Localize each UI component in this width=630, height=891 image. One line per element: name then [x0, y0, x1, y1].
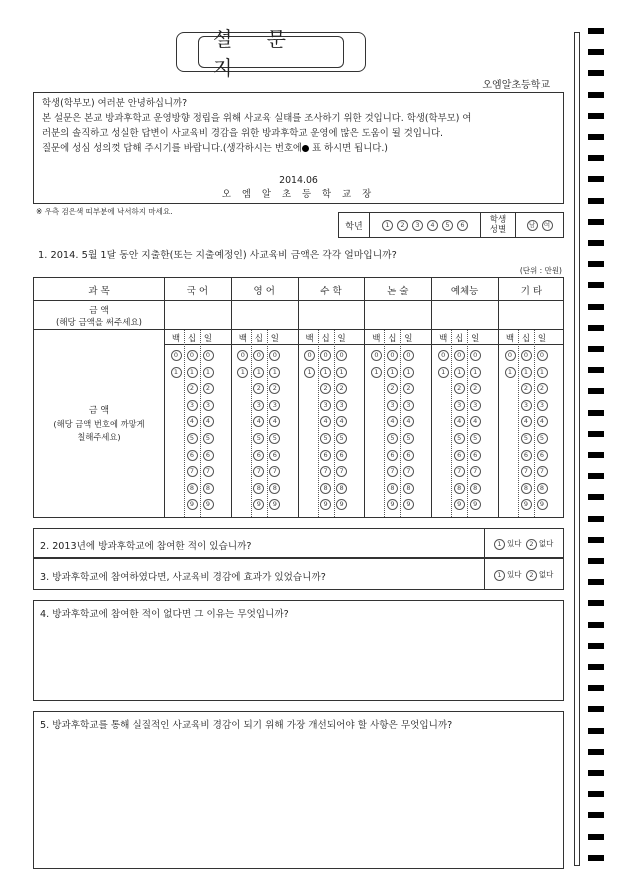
- digit-bubble[interactable]: 9: [187, 499, 198, 510]
- timing-mark: [588, 685, 604, 691]
- digit-header: 십: [388, 334, 397, 344]
- digit-bubble[interactable]: 0: [336, 350, 347, 361]
- timing-mark: [588, 113, 604, 119]
- amount-write-hint: (해당 금액을 써주세요): [56, 318, 142, 328]
- q2-option-2-circle[interactable]: 2: [526, 539, 537, 550]
- digit-bubble[interactable]: 6: [320, 450, 331, 461]
- gender-option[interactable]: 남: [527, 220, 538, 231]
- digit-bubble[interactable]: 1: [320, 367, 331, 378]
- digit-bubble[interactable]: 0: [253, 350, 264, 361]
- digit-bubble[interactable]: 6: [470, 450, 481, 461]
- timing-mark: [588, 749, 604, 755]
- timing-mark: [588, 367, 604, 373]
- intro-box: [33, 92, 564, 204]
- digit-bubble[interactable]: 1: [371, 367, 382, 378]
- digit-bubble[interactable]: 3: [387, 400, 398, 411]
- timing-mark: [588, 282, 604, 288]
- digit-bubble[interactable]: 3: [521, 400, 532, 411]
- digit-bubble[interactable]: 9: [203, 499, 214, 510]
- digit-bubble[interactable]: 7: [470, 466, 481, 477]
- digit-bubble[interactable]: 5: [320, 433, 331, 444]
- intro-line: [42, 141, 559, 156]
- digit-bubble[interactable]: 0: [187, 350, 198, 361]
- digit-bubble[interactable]: 6: [269, 450, 280, 461]
- digit-bubble[interactable]: 9: [253, 499, 264, 510]
- digit-bubble[interactable]: 6: [203, 450, 214, 461]
- digit-bubble[interactable]: 3: [537, 400, 548, 411]
- digit-bubble[interactable]: 0: [537, 350, 548, 361]
- timing-mark: [588, 537, 604, 543]
- timing-mark: [588, 49, 604, 55]
- principal-signature: 오 엠 알 초 등 학 교 장: [221, 189, 376, 200]
- digit-bubble[interactable]: 1: [505, 367, 516, 378]
- timing-mark: [588, 92, 604, 98]
- digit-header: 백: [238, 334, 247, 344]
- digit-bubble[interactable]: 1: [171, 367, 182, 378]
- digit-bubble[interactable]: 9: [387, 499, 398, 510]
- digit-bubble[interactable]: 6: [187, 450, 198, 461]
- q2-option-2: 없다: [538, 539, 554, 548]
- digit-bubble[interactable]: 0: [171, 350, 182, 361]
- timing-mark: [588, 134, 604, 140]
- survey-date: 2014.06: [279, 175, 318, 186]
- digit-bubble[interactable]: 1: [387, 367, 398, 378]
- digit-bubble[interactable]: 1: [237, 367, 248, 378]
- digit-bubble[interactable]: 8: [403, 483, 414, 494]
- filled-circle-icon: [302, 145, 309, 152]
- timing-mark: [588, 28, 604, 34]
- digit-bubble[interactable]: 6: [253, 450, 264, 461]
- digit-bubble[interactable]: 3: [470, 400, 481, 411]
- digit-header: 십: [521, 334, 531, 344]
- digit-bubble[interactable]: 0: [521, 350, 532, 361]
- digit-header: 일: [471, 334, 480, 344]
- digit-bubble[interactable]: 5: [387, 433, 398, 444]
- timing-mark: [588, 791, 604, 797]
- digit-bubble[interactable]: 2: [454, 383, 465, 394]
- unit-label: (단위 : 만원): [519, 266, 562, 275]
- digit-bubble[interactable]: 8: [187, 483, 198, 494]
- digit-bubble[interactable]: 8: [336, 483, 347, 494]
- timing-mark: [588, 410, 604, 416]
- timing-mark: [588, 431, 604, 437]
- timing-mark: [588, 643, 604, 649]
- grade-gender-box: [338, 212, 564, 238]
- school-name: 오엠알초등학교: [482, 80, 550, 91]
- digit-header: 일: [337, 334, 346, 344]
- digit-bubble[interactable]: 5: [336, 433, 347, 444]
- digit-bubble[interactable]: 2: [269, 383, 280, 394]
- subject-header-cell: 수 학: [320, 286, 342, 297]
- digit-header: 십: [321, 334, 330, 344]
- digit-bubble[interactable]: 1: [403, 367, 414, 378]
- digit-bubble[interactable]: 2: [387, 383, 398, 394]
- digit-bubble[interactable]: 4: [203, 416, 214, 427]
- subject-header-cell: 국 어: [186, 286, 209, 297]
- digit-header: 십: [254, 334, 263, 344]
- digit-bubble[interactable]: 6: [521, 450, 532, 461]
- digit-bubble[interactable]: 2: [521, 383, 532, 394]
- intro-line: 본 설문은 본교 방과후학교 운영방향 정립을 위해 사교육 실태를 조사하기 위한 것입니다. 학생(학부모) 여: [42, 113, 472, 124]
- question-5: 5. 방과후학교를 통해 실질적인 사교육비 경감이 되기 위해 가장 개선되어야 할 사항은 무엇입니까?: [40, 720, 453, 731]
- timing-mark: [588, 558, 604, 564]
- amount-mark-label: 금 액: [88, 406, 110, 416]
- digit-bubble[interactable]: 2: [203, 383, 214, 394]
- digit-bubble[interactable]: 1: [470, 367, 481, 378]
- digit-bubble[interactable]: 2: [403, 383, 414, 394]
- timing-mark: [588, 240, 604, 246]
- digit-bubble[interactable]: 5: [454, 433, 465, 444]
- timing-mark: [588, 516, 604, 522]
- digit-bubble[interactable]: 1: [304, 367, 315, 378]
- digit-header: 백: [305, 334, 314, 344]
- q2-option-1-circle[interactable]: 1: [494, 539, 505, 550]
- q2-option-1: 있다: [507, 539, 522, 548]
- digit-bubble[interactable]: 4: [269, 416, 280, 427]
- digit-bubble[interactable]: 6: [336, 450, 347, 461]
- digit-bubble[interactable]: 7: [203, 466, 214, 477]
- digit-bubble[interactable]: 5: [253, 433, 264, 444]
- q3-options[interactable]: [492, 569, 553, 581]
- timing-mark: [588, 261, 604, 267]
- digit-bubble[interactable]: 8: [387, 483, 398, 494]
- gender-option[interactable]: 여: [542, 220, 553, 231]
- omr-timing-bar: [574, 32, 580, 866]
- timing-mark: [588, 622, 604, 628]
- grade-option-1[interactable]: 1: [382, 220, 393, 231]
- q3-option-2: 없다: [538, 570, 554, 579]
- timing-mark: [588, 473, 604, 479]
- digit-bubble[interactable]: 3: [269, 400, 280, 411]
- timing-mark: [588, 770, 604, 776]
- timing-mark: [588, 855, 604, 861]
- digit-bubble[interactable]: 8: [320, 483, 331, 494]
- digit-bubble[interactable]: 7: [187, 466, 198, 477]
- digit-bubble[interactable]: 7: [521, 466, 532, 477]
- digit-bubble[interactable]: 1: [454, 367, 465, 378]
- timing-mark: [588, 219, 604, 225]
- timing-mark: [588, 728, 604, 734]
- q2-options[interactable]: [492, 538, 553, 550]
- amount-mark-hint: (해당 금액 번호에 까맣게: [53, 419, 145, 429]
- question-3-box: [33, 558, 564, 590]
- digit-bubble[interactable]: 2: [253, 383, 264, 394]
- digit-bubble[interactable]: 0: [454, 350, 465, 361]
- q3-option-1-circle[interactable]: 1: [494, 570, 505, 581]
- timing-mark: [588, 388, 604, 394]
- digit-bubble[interactable]: 8: [253, 483, 264, 494]
- digit-bubble[interactable]: 9: [269, 499, 280, 510]
- amount-write-label: 금 액: [89, 306, 109, 316]
- digit-bubble[interactable]: 4: [470, 416, 481, 427]
- digit-bubble[interactable]: 7: [403, 466, 414, 477]
- digit-bubble[interactable]: 9: [336, 499, 347, 510]
- digit-header: 십: [455, 334, 464, 344]
- digit-bubble[interactable]: 2: [336, 383, 347, 394]
- digit-bubble[interactable]: 9: [521, 499, 532, 510]
- question-1: 1. 2014. 5월 1달 동안 지출한(또는 지출예정인) 사교육비 금액은 각각 얼마입니까?: [38, 250, 397, 261]
- digit-bubble[interactable]: 9: [403, 499, 414, 510]
- digit-header: 일: [404, 334, 413, 344]
- digit-bubble[interactable]: 0: [387, 350, 398, 361]
- question-2-box: [33, 528, 564, 558]
- timing-mark: [588, 664, 604, 670]
- digit-bubble[interactable]: 3: [403, 400, 414, 411]
- digit-bubble[interactable]: 4: [403, 416, 414, 427]
- digit-bubble[interactable]: 7: [269, 466, 280, 477]
- timing-mark: [588, 304, 604, 310]
- digit-bubble[interactable]: 3: [187, 400, 198, 411]
- digit-header: 백: [171, 334, 181, 344]
- timing-mark: [588, 834, 604, 840]
- intro-line-part: 표 하시면 됩니다.): [308, 143, 388, 154]
- digit-bubble[interactable]: 1: [253, 367, 264, 378]
- digit-bubble[interactable]: 1: [521, 367, 532, 378]
- digit-bubble[interactable]: 3: [454, 400, 465, 411]
- digit-bubble[interactable]: 5: [403, 433, 414, 444]
- gender-label-line: 학생: [489, 215, 507, 225]
- digit-bubble[interactable]: 9: [470, 499, 481, 510]
- digit-bubble[interactable]: 2: [537, 383, 548, 394]
- grade-option-2[interactable]: 2: [397, 220, 408, 231]
- grade-options: [370, 213, 481, 237]
- digit-bubble[interactable]: 0: [438, 350, 449, 361]
- gender-label: [481, 213, 516, 237]
- digit-bubble[interactable]: 0: [237, 350, 248, 361]
- timing-mark: [588, 155, 604, 161]
- subject-header-cell: 예체능: [450, 286, 479, 297]
- digit-header: 백: [372, 334, 381, 344]
- digit-bubble[interactable]: 9: [454, 499, 465, 510]
- timing-mark: [588, 600, 604, 606]
- digit-bubble[interactable]: 4: [336, 416, 347, 427]
- digit-bubble[interactable]: 1: [537, 367, 548, 378]
- digit-bubble[interactable]: 3: [253, 400, 264, 411]
- digit-bubble[interactable]: 6: [454, 450, 465, 461]
- digit-bubble[interactable]: 3: [320, 400, 331, 411]
- digit-header: 백: [439, 334, 448, 344]
- timing-mark: [588, 812, 604, 818]
- digit-bubble[interactable]: 4: [521, 416, 532, 427]
- digit-bubble[interactable]: 7: [320, 466, 331, 477]
- digit-bubble[interactable]: 5: [269, 433, 280, 444]
- grade-option-5[interactable]: 5: [442, 220, 453, 231]
- question-4: 4. 방과후학교에 참여한 적이 없다면 그 이유는 무엇입니까?: [40, 609, 289, 620]
- subject-header: 과 목: [88, 286, 110, 297]
- digit-bubble[interactable]: 4: [537, 416, 548, 427]
- digit-bubble[interactable]: 1: [269, 367, 280, 378]
- digit-header: 백: [505, 334, 515, 344]
- digit-bubble[interactable]: 0: [203, 350, 214, 361]
- digit-bubble[interactable]: 7: [387, 466, 398, 477]
- grade-option-4[interactable]: 4: [427, 220, 438, 231]
- digit-bubble[interactable]: 2: [320, 383, 331, 394]
- digit-bubble[interactable]: 9: [537, 499, 548, 510]
- digit-bubble[interactable]: 5: [537, 433, 548, 444]
- digit-bubble[interactable]: 2: [470, 383, 481, 394]
- digit-bubble[interactable]: 5: [203, 433, 214, 444]
- grade-label: 학년: [339, 213, 370, 237]
- intro-line: 학생(학부모) 여러분 안녕하십니까?: [42, 98, 188, 109]
- digit-bubble[interactable]: 1: [336, 367, 347, 378]
- digit-bubble[interactable]: 3: [336, 400, 347, 411]
- digit-bubble[interactable]: 6: [387, 450, 398, 461]
- digit-bubble[interactable]: 4: [253, 416, 264, 427]
- digit-bubble[interactable]: 0: [470, 350, 481, 361]
- digit-bubble[interactable]: 3: [203, 400, 214, 411]
- digit-bubble[interactable]: 7: [454, 466, 465, 477]
- digit-header: 일: [203, 334, 213, 344]
- question-2: 2. 2013년에 방과후학교에 참여한 적이 있습니까?: [40, 541, 252, 552]
- digit-bubble[interactable]: 8: [537, 483, 548, 494]
- digit-header: 일: [270, 334, 279, 344]
- grade-option-3[interactable]: 3: [412, 220, 423, 231]
- timing-mark: [588, 494, 604, 500]
- question-4-box[interactable]: [33, 600, 564, 701]
- digit-bubble[interactable]: 6: [537, 450, 548, 461]
- gender-label-line: 성별: [489, 225, 507, 235]
- digit-bubble[interactable]: 0: [269, 350, 280, 361]
- warning-note: ※ 우측 검은색 띠부분에 낙서하지 마세요.: [36, 207, 173, 216]
- digit-bubble[interactable]: 8: [203, 483, 214, 494]
- digit-bubble[interactable]: 5: [187, 433, 198, 444]
- digit-bubble[interactable]: 1: [438, 367, 449, 378]
- digit-bubble[interactable]: 0: [371, 350, 382, 361]
- digit-bubble[interactable]: 9: [320, 499, 331, 510]
- digit-bubble[interactable]: 2: [187, 383, 198, 394]
- timing-mark: [588, 579, 604, 585]
- digit-bubble[interactable]: 8: [470, 483, 481, 494]
- amount-mark-hint: 칠해주세요): [77, 432, 121, 442]
- q3-option-1: 있다: [507, 570, 522, 579]
- intro-line-part: 질문에 성심 성의껏 답해 주시기를 바랍니다.(생각하시는 번호에: [42, 143, 302, 154]
- digit-bubble[interactable]: 8: [521, 483, 532, 494]
- question-3: 3. 방과후학교에 참여하였다면, 사교육비 경감에 효과가 있었습니까?: [40, 572, 326, 583]
- digit-bubble[interactable]: 4: [387, 416, 398, 427]
- timing-mark: [588, 325, 604, 331]
- digit-bubble[interactable]: 0: [403, 350, 414, 361]
- digit-bubble[interactable]: 8: [269, 483, 280, 494]
- digit-bubble[interactable]: 5: [521, 433, 532, 444]
- digit-bubble[interactable]: 7: [336, 466, 347, 477]
- timing-mark: [588, 706, 604, 712]
- digit-bubble[interactable]: 7: [253, 466, 264, 477]
- digit-bubble[interactable]: 6: [403, 450, 414, 461]
- timing-mark: [588, 176, 604, 182]
- timing-mark: [588, 452, 604, 458]
- digit-bubble[interactable]: 1: [187, 367, 198, 378]
- digit-bubble[interactable]: 0: [320, 350, 331, 361]
- digit-bubble[interactable]: 4: [320, 416, 331, 427]
- timing-mark: [588, 346, 604, 352]
- page-title: 설 문 지: [198, 36, 344, 68]
- subject-header-cell: 기 타: [520, 286, 543, 297]
- digit-bubble[interactable]: 4: [187, 416, 198, 427]
- q3-option-2-circle[interactable]: 2: [526, 570, 537, 581]
- question-5-box[interactable]: [33, 711, 564, 869]
- subject-header-cell: 논 술: [387, 286, 409, 297]
- digit-bubble[interactable]: 1: [203, 367, 214, 378]
- subject-header-cell: 영 어: [253, 286, 275, 297]
- grade-option-6[interactable]: 6: [457, 220, 468, 231]
- digit-bubble[interactable]: 5: [470, 433, 481, 444]
- expense-table: [33, 277, 564, 518]
- intro-line: 러분의 솔직하고 성실한 답변이 사교육비 경감을 위한 방과후학교 운영에 많은 도움이 될 것입니다.: [42, 128, 443, 139]
- digit-bubble[interactable]: 8: [454, 483, 465, 494]
- digit-bubble[interactable]: 0: [505, 350, 516, 361]
- digit-bubble[interactable]: 4: [454, 416, 465, 427]
- digit-header: 십: [187, 334, 197, 344]
- gender-options: [516, 213, 563, 237]
- timing-mark: [588, 70, 604, 76]
- digit-bubble[interactable]: 0: [304, 350, 315, 361]
- digit-header: 일: [537, 334, 547, 344]
- digit-bubble[interactable]: 7: [537, 466, 548, 477]
- timing-mark: [588, 198, 604, 204]
